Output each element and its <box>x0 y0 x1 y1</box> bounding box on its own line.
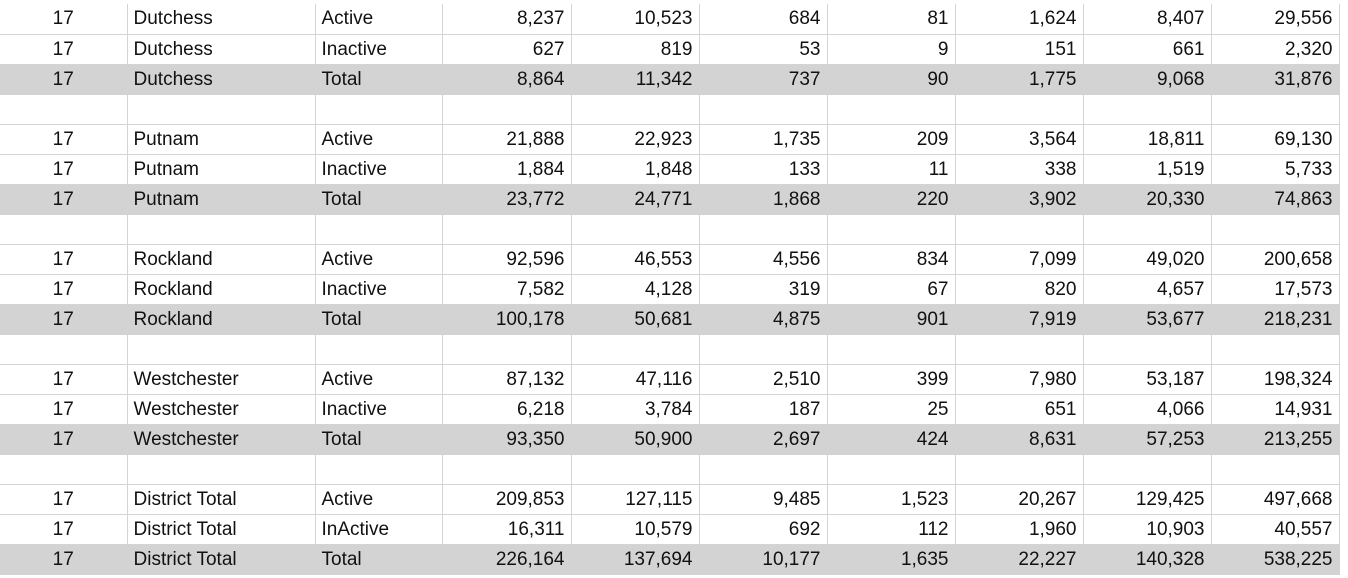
value-cell[interactable]: 137,694 <box>571 544 699 574</box>
value-cell[interactable]: 1,884 <box>442 154 571 184</box>
value-cell[interactable]: 1,523 <box>827 484 955 514</box>
value-cell[interactable]: 11 <box>827 154 955 184</box>
county-cell[interactable]: Rockland <box>127 274 315 304</box>
empty-cell[interactable] <box>127 334 315 364</box>
value-cell[interactable]: 424 <box>827 424 955 454</box>
value-cell[interactable]: 3,784 <box>571 394 699 424</box>
district-cell[interactable]: 17 <box>0 4 127 34</box>
value-cell[interactable]: 834 <box>827 244 955 274</box>
empty-cell[interactable] <box>699 334 827 364</box>
value-cell[interactable]: 7,980 <box>955 364 1083 394</box>
value-cell[interactable]: 187 <box>699 394 827 424</box>
value-cell[interactable]: 198,324 <box>1211 364 1339 394</box>
county-cell[interactable]: Westchester <box>127 394 315 424</box>
district-cell[interactable]: 17 <box>0 274 127 304</box>
value-cell[interactable]: 6,218 <box>442 394 571 424</box>
status-cell[interactable]: Total <box>315 424 442 454</box>
county-cell[interactable]: Westchester <box>127 364 315 394</box>
value-cell[interactable]: 4,066 <box>1083 394 1211 424</box>
empty-cell[interactable] <box>827 454 955 484</box>
value-cell[interactable]: 20,267 <box>955 484 1083 514</box>
value-cell[interactable]: 133 <box>699 154 827 184</box>
spreadsheet-grid <box>0 4 1340 575</box>
empty-cell[interactable] <box>0 334 127 364</box>
county-cell[interactable]: Putnam <box>127 184 315 214</box>
empty-cell[interactable] <box>442 454 571 484</box>
value-cell[interactable]: 18,811 <box>1083 124 1211 154</box>
status-cell[interactable]: Total <box>315 64 442 94</box>
value-cell[interactable]: 1,735 <box>699 124 827 154</box>
empty-cell[interactable] <box>571 334 699 364</box>
value-cell[interactable]: 16,311 <box>442 514 571 544</box>
empty-cell[interactable] <box>127 454 315 484</box>
value-cell[interactable]: 11,342 <box>571 64 699 94</box>
district-cell[interactable]: 17 <box>0 544 127 574</box>
value-cell[interactable]: 112 <box>827 514 955 544</box>
value-cell[interactable]: 127,115 <box>571 484 699 514</box>
empty-cell[interactable] <box>699 94 827 124</box>
value-cell[interactable]: 1,868 <box>699 184 827 214</box>
empty-cell[interactable] <box>442 334 571 364</box>
value-cell[interactable]: 22,227 <box>955 544 1083 574</box>
value-cell[interactable]: 57,253 <box>1083 424 1211 454</box>
table-row <box>0 364 1339 394</box>
district-cell[interactable]: 17 <box>0 34 127 64</box>
empty-cell[interactable] <box>442 214 571 244</box>
district-cell[interactable]: 17 <box>0 304 127 334</box>
value-cell[interactable]: 4,128 <box>571 274 699 304</box>
district-cell[interactable]: 17 <box>0 244 127 274</box>
value-cell[interactable]: 10,579 <box>571 514 699 544</box>
value-cell[interactable]: 29,556 <box>1211 4 1339 34</box>
value-cell[interactable]: 23,772 <box>442 184 571 214</box>
value-cell[interactable]: 67 <box>827 274 955 304</box>
county-cell[interactable]: Rockland <box>127 244 315 274</box>
empty-cell[interactable] <box>0 214 127 244</box>
total-row <box>0 304 1339 334</box>
district-cell[interactable]: 17 <box>0 424 127 454</box>
blank-row <box>0 454 1339 484</box>
value-cell[interactable]: 209,853 <box>442 484 571 514</box>
district-cell[interactable]: 17 <box>0 364 127 394</box>
value-cell[interactable]: 53,187 <box>1083 364 1211 394</box>
value-cell[interactable]: 46,553 <box>571 244 699 274</box>
value-cell[interactable]: 3,564 <box>955 124 1083 154</box>
value-cell[interactable]: 74,863 <box>1211 184 1339 214</box>
county-cell[interactable]: District Total <box>127 484 315 514</box>
blank-row <box>0 214 1339 244</box>
county-cell[interactable]: Westchester <box>127 424 315 454</box>
status-cell[interactable]: Active <box>315 4 442 34</box>
county-cell[interactable]: Dutchess <box>127 34 315 64</box>
empty-cell[interactable] <box>315 454 442 484</box>
empty-cell[interactable] <box>827 94 955 124</box>
value-cell[interactable]: 129,425 <box>1083 484 1211 514</box>
empty-cell[interactable] <box>127 214 315 244</box>
empty-cell[interactable] <box>0 454 127 484</box>
blank-row <box>0 94 1339 124</box>
table-row <box>0 154 1339 184</box>
empty-cell[interactable] <box>442 94 571 124</box>
value-cell[interactable]: 8,864 <box>442 64 571 94</box>
value-cell[interactable]: 90 <box>827 64 955 94</box>
value-cell[interactable]: 213,255 <box>1211 424 1339 454</box>
total-row <box>0 64 1339 94</box>
value-cell[interactable]: 50,681 <box>571 304 699 334</box>
total-row <box>0 424 1339 454</box>
value-cell[interactable]: 92,596 <box>442 244 571 274</box>
value-cell[interactable]: 17,573 <box>1211 274 1339 304</box>
status-cell[interactable]: Inactive <box>315 274 442 304</box>
value-cell[interactable]: 69,130 <box>1211 124 1339 154</box>
value-cell[interactable]: 8,237 <box>442 4 571 34</box>
value-cell[interactable]: 4,657 <box>1083 274 1211 304</box>
empty-cell[interactable] <box>315 94 442 124</box>
value-cell[interactable]: 1,775 <box>955 64 1083 94</box>
empty-cell[interactable] <box>1211 94 1339 124</box>
value-cell[interactable]: 100,178 <box>442 304 571 334</box>
value-cell[interactable]: 2,320 <box>1211 34 1339 64</box>
value-cell[interactable]: 22,923 <box>571 124 699 154</box>
value-cell[interactable]: 53 <box>699 34 827 64</box>
district-cell[interactable]: 17 <box>0 514 127 544</box>
empty-cell[interactable] <box>699 214 827 244</box>
value-cell[interactable]: 4,875 <box>699 304 827 334</box>
county-cell[interactable]: Rockland <box>127 304 315 334</box>
district-cell[interactable]: 17 <box>0 394 127 424</box>
status-cell[interactable]: Inactive <box>315 154 442 184</box>
value-cell[interactable]: 10,903 <box>1083 514 1211 544</box>
value-cell[interactable]: 24,771 <box>571 184 699 214</box>
status-cell[interactable]: Total <box>315 184 442 214</box>
value-cell[interactable]: 692 <box>699 514 827 544</box>
district-cell[interactable]: 17 <box>0 184 127 214</box>
table-row <box>0 274 1339 304</box>
value-cell[interactable]: 10,177 <box>699 544 827 574</box>
value-cell[interactable]: 737 <box>699 64 827 94</box>
value-cell[interactable]: 209 <box>827 124 955 154</box>
value-cell[interactable]: 7,919 <box>955 304 1083 334</box>
table-row <box>0 244 1339 274</box>
value-cell[interactable]: 8,631 <box>955 424 1083 454</box>
value-cell[interactable]: 1,960 <box>955 514 1083 544</box>
value-cell[interactable]: 8,407 <box>1083 4 1211 34</box>
blank-row <box>0 334 1339 364</box>
value-cell[interactable]: 4,556 <box>699 244 827 274</box>
empty-cell[interactable] <box>1083 334 1211 364</box>
value-cell[interactable]: 25 <box>827 394 955 424</box>
value-cell[interactable]: 49,020 <box>1083 244 1211 274</box>
total-row <box>0 184 1339 214</box>
value-cell[interactable]: 47,116 <box>571 364 699 394</box>
empty-cell[interactable] <box>827 214 955 244</box>
value-cell[interactable]: 50,900 <box>571 424 699 454</box>
value-cell[interactable]: 5,733 <box>1211 154 1339 184</box>
status-cell[interactable]: Active <box>315 124 442 154</box>
status-cell[interactable]: Active <box>315 484 442 514</box>
district-cell[interactable]: 17 <box>0 154 127 184</box>
empty-cell[interactable] <box>827 334 955 364</box>
empty-cell[interactable] <box>127 94 315 124</box>
value-cell[interactable]: 151 <box>955 34 1083 64</box>
empty-cell[interactable] <box>1211 214 1339 244</box>
district-cell[interactable]: 17 <box>0 484 127 514</box>
empty-cell[interactable] <box>1083 94 1211 124</box>
empty-cell[interactable] <box>955 334 1083 364</box>
value-cell[interactable]: 9,485 <box>699 484 827 514</box>
district-cell[interactable]: 17 <box>0 124 127 154</box>
status-cell[interactable]: Active <box>315 244 442 274</box>
value-cell[interactable]: 1,848 <box>571 154 699 184</box>
value-cell[interactable]: 81 <box>827 4 955 34</box>
value-cell[interactable]: 1,624 <box>955 4 1083 34</box>
value-cell[interactable]: 901 <box>827 304 955 334</box>
value-cell[interactable]: 53,677 <box>1083 304 1211 334</box>
district-cell[interactable]: 17 <box>0 64 127 94</box>
empty-cell[interactable] <box>955 94 1083 124</box>
value-cell[interactable]: 627 <box>442 34 571 64</box>
table-row <box>0 514 1339 544</box>
empty-cell[interactable] <box>1083 214 1211 244</box>
empty-cell[interactable] <box>699 454 827 484</box>
status-cell[interactable]: Total <box>315 304 442 334</box>
value-cell[interactable]: 226,164 <box>442 544 571 574</box>
county-cell[interactable]: District Total <box>127 514 315 544</box>
value-cell[interactable]: 651 <box>955 394 1083 424</box>
value-cell[interactable]: 2,697 <box>699 424 827 454</box>
value-cell[interactable]: 338 <box>955 154 1083 184</box>
value-cell[interactable]: 538,225 <box>1211 544 1339 574</box>
value-cell[interactable]: 497,668 <box>1211 484 1339 514</box>
value-cell[interactable]: 31,876 <box>1211 64 1339 94</box>
empty-cell[interactable] <box>571 454 699 484</box>
table-row <box>0 484 1339 514</box>
value-cell[interactable]: 220 <box>827 184 955 214</box>
value-cell[interactable]: 399 <box>827 364 955 394</box>
value-cell[interactable]: 7,582 <box>442 274 571 304</box>
value-cell[interactable]: 200,658 <box>1211 244 1339 274</box>
empty-cell[interactable] <box>315 214 442 244</box>
table-row <box>0 394 1339 424</box>
empty-cell[interactable] <box>315 334 442 364</box>
value-cell[interactable]: 2,510 <box>699 364 827 394</box>
value-cell[interactable]: 319 <box>699 274 827 304</box>
value-cell[interactable]: 9,068 <box>1083 64 1211 94</box>
status-cell[interactable]: InActive <box>315 514 442 544</box>
value-cell[interactable]: 661 <box>1083 34 1211 64</box>
value-cell[interactable]: 1,635 <box>827 544 955 574</box>
status-cell[interactable]: Inactive <box>315 34 442 64</box>
empty-cell[interactable] <box>1211 334 1339 364</box>
value-cell[interactable]: 1,519 <box>1083 154 1211 184</box>
value-cell[interactable]: 3,902 <box>955 184 1083 214</box>
county-cell[interactable]: Dutchess <box>127 64 315 94</box>
empty-cell[interactable] <box>0 94 127 124</box>
value-cell[interactable]: 9 <box>827 34 955 64</box>
status-cell[interactable]: Active <box>315 364 442 394</box>
status-cell[interactable]: Inactive <box>315 394 442 424</box>
empty-cell[interactable] <box>571 214 699 244</box>
total-row <box>0 544 1339 574</box>
value-cell[interactable]: 20,330 <box>1083 184 1211 214</box>
value-cell[interactable]: 21,888 <box>442 124 571 154</box>
value-cell[interactable]: 10,523 <box>571 4 699 34</box>
value-cell[interactable]: 140,328 <box>1083 544 1211 574</box>
status-cell[interactable]: Total <box>315 544 442 574</box>
value-cell[interactable]: 684 <box>699 4 827 34</box>
county-cell[interactable]: Dutchess <box>127 4 315 34</box>
table-row <box>0 4 1339 34</box>
value-cell[interactable]: 819 <box>571 34 699 64</box>
county-cell[interactable]: Putnam <box>127 124 315 154</box>
empty-cell[interactable] <box>955 214 1083 244</box>
county-cell[interactable]: District Total <box>127 544 315 574</box>
county-cell[interactable]: Putnam <box>127 154 315 184</box>
empty-cell[interactable] <box>1083 454 1211 484</box>
empty-cell[interactable] <box>1211 454 1339 484</box>
empty-cell[interactable] <box>571 94 699 124</box>
value-cell[interactable]: 7,099 <box>955 244 1083 274</box>
value-cell[interactable]: 87,132 <box>442 364 571 394</box>
empty-cell[interactable] <box>955 454 1083 484</box>
table-row <box>0 34 1339 64</box>
sheet-body <box>0 4 1339 574</box>
value-cell[interactable]: 820 <box>955 274 1083 304</box>
value-cell[interactable]: 14,931 <box>1211 394 1339 424</box>
value-cell[interactable]: 218,231 <box>1211 304 1339 334</box>
value-cell[interactable]: 93,350 <box>442 424 571 454</box>
table-row <box>0 124 1339 154</box>
value-cell[interactable]: 40,557 <box>1211 514 1339 544</box>
